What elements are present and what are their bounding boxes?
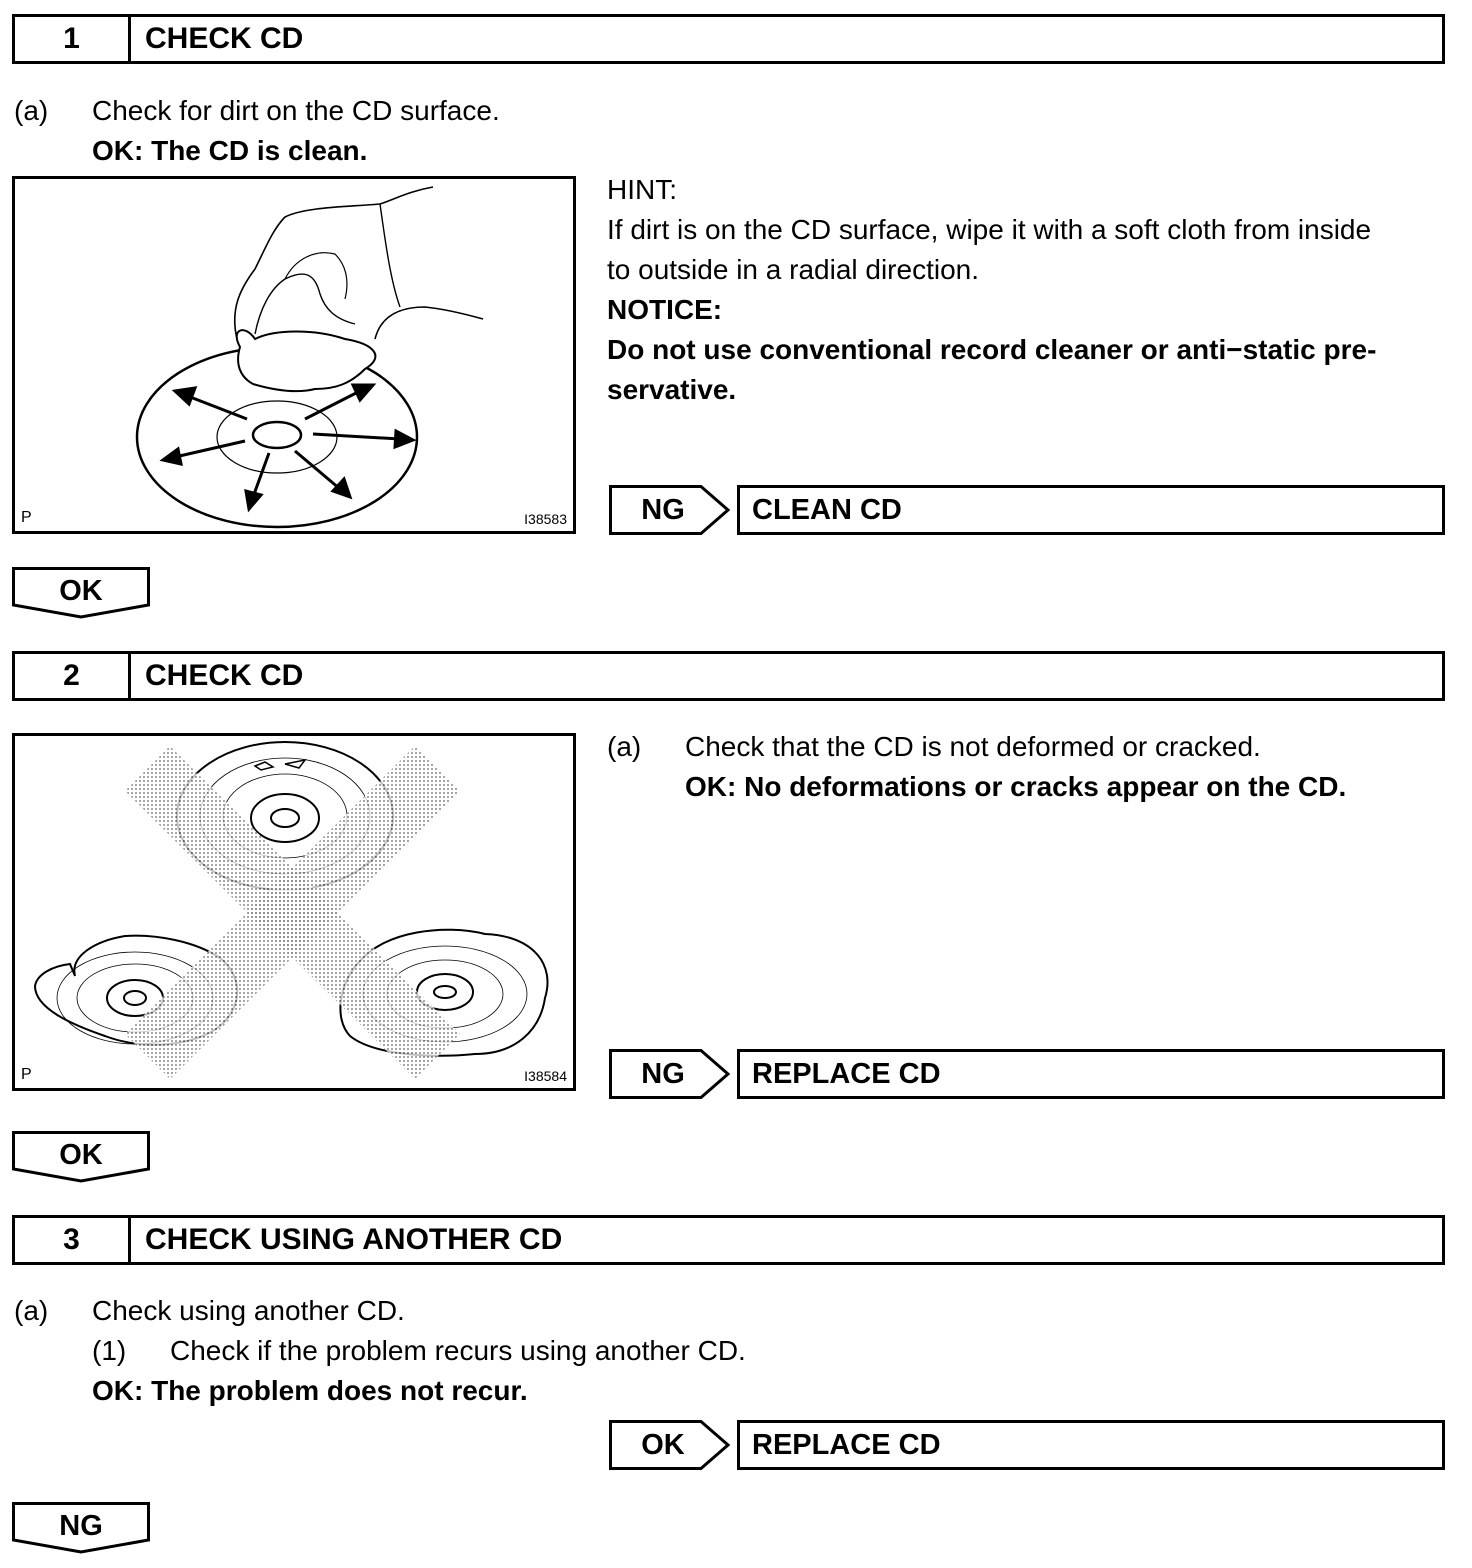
ok-criteria: OK: The problem does not recur. <box>92 1375 528 1406</box>
sub-text: Check that the CD is not deformed or cracked. <box>685 731 1261 762</box>
ok-arrow-tag <box>609 1420 731 1470</box>
ok-tag-label: OK <box>59 574 103 607</box>
item-text: Check if the problem recurs using another CD. <box>170 1335 746 1366</box>
ok-result-box: REPLACE CD <box>737 1420 1445 1470</box>
sub-label: (a) <box>14 95 49 126</box>
ng-arrow-tag <box>609 1049 731 1099</box>
ng-tag-label: NG <box>641 1057 685 1090</box>
ok-down-tag <box>12 567 150 619</box>
item-label: (1) <box>92 1335 127 1366</box>
ok-down-tag <box>12 1131 150 1183</box>
sub-label: (a) <box>607 731 642 762</box>
figure-damaged-cds <box>12 733 576 1091</box>
step-number: 1 <box>15 17 131 61</box>
step-title: CHECK USING ANOTHER CD <box>145 1223 563 1256</box>
step-number: 2 <box>15 654 131 698</box>
figure-cd-wiping <box>12 176 576 534</box>
figure-p-mark: P <box>21 509 32 526</box>
step-2-header <box>12 651 1445 701</box>
figure-p-mark: P <box>21 1066 32 1083</box>
hint-line-1: If dirt is on the CD surface, wipe it with a soft cloth from inside <box>607 214 1372 245</box>
step-number: 3 <box>15 1218 131 1262</box>
figure-id: I38584 <box>524 1068 567 1084</box>
ng-result-box: REPLACE CD <box>737 1049 1445 1099</box>
ok-criteria: OK: The CD is clean. <box>92 135 368 166</box>
ok-criteria: OK: No deformations or cracks appear on the CD. <box>685 771 1347 802</box>
hint-line-2: to outside in a radial direction. <box>607 254 979 285</box>
figure-id: I38583 <box>524 511 567 527</box>
ok-tag-label: OK <box>641 1428 685 1461</box>
sub-text: Check using another CD. <box>92 1295 405 1326</box>
ng-tag-label: NG <box>59 1509 103 1542</box>
notice-label: NOTICE: <box>607 294 723 325</box>
notice-line-1: Do not use conventional record cleaner or anti−static pre- <box>607 334 1377 365</box>
ok-tag-label: OK <box>59 1138 103 1171</box>
notice-line-2: servative. <box>607 374 737 405</box>
ng-result-box: CLEAN CD <box>737 485 1445 535</box>
step-1-header <box>12 14 1445 64</box>
ng-down-tag <box>12 1502 150 1554</box>
ng-tag-label: NG <box>641 493 685 526</box>
step-3-header <box>12 1215 1445 1265</box>
step-title: CHECK CD <box>145 22 304 55</box>
damaged-cd-illustration <box>15 736 573 1088</box>
ng-arrow-tag <box>609 485 731 535</box>
sub-label: (a) <box>14 1295 49 1326</box>
step-title: CHECK CD <box>145 659 304 692</box>
cd-wipe-illustration <box>15 179 573 531</box>
hint-label: HINT: <box>607 174 677 205</box>
sub-text: Check for dirt on the CD surface. <box>92 95 500 126</box>
